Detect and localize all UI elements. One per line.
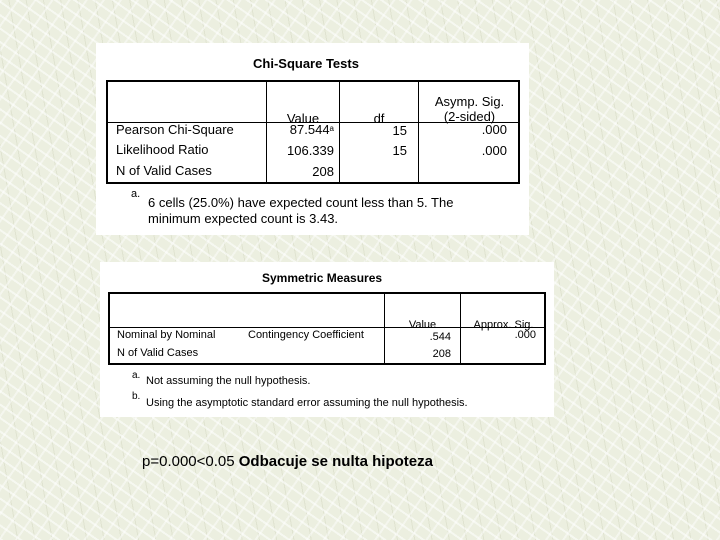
cell-value: 208 bbox=[432, 348, 451, 360]
symmetric-measures-panel bbox=[100, 262, 554, 417]
footnote-marker: a. bbox=[131, 188, 141, 200]
col-header-value: Value bbox=[286, 111, 320, 126]
cell-value: 106.339 bbox=[287, 143, 334, 158]
footnote-text: minimum expected count is 3.43. bbox=[148, 211, 339, 226]
footnote-text: 6 cells (25.0%) have expected count less than 5. The bbox=[148, 195, 454, 210]
row-label: N of Valid Cases bbox=[117, 347, 199, 359]
col-header-df: df bbox=[373, 111, 385, 126]
cell-df: 15 bbox=[392, 143, 407, 158]
conclusion-statement: Odbacuje se nulta hipoteza bbox=[238, 453, 433, 470]
col-header-value: Value bbox=[408, 319, 437, 331]
row-label: N of Valid Cases bbox=[116, 163, 212, 178]
footnote-marker: a. bbox=[132, 370, 141, 381]
cell-sig: .000 bbox=[481, 143, 507, 158]
footnote-text: Using the asymptotic standard error assuming the null hypothesis. bbox=[146, 397, 468, 409]
footnote-marker: b. bbox=[132, 391, 141, 402]
row-label: Nominal by Nominal bbox=[117, 329, 216, 341]
cell-value: 87.544$^a$ bbox=[289, 122, 334, 137]
cell-sig: .000 bbox=[514, 329, 536, 341]
p-value-expression: p=0.000<0.05 bbox=[142, 453, 235, 470]
chi-square-title: Chi-Square Tests bbox=[253, 56, 359, 71]
cell-df: 15 bbox=[392, 123, 407, 138]
cell-sig: .000 bbox=[481, 122, 507, 137]
cell-value: 208 bbox=[312, 164, 334, 179]
row-sublabel: Contingency Coefficient bbox=[248, 329, 364, 341]
col-header-asymp-sig: Asymp. Sig. bbox=[434, 94, 505, 109]
row-label: Likelihood Ratio bbox=[116, 142, 209, 157]
cell-value: .544 bbox=[429, 331, 451, 343]
conclusion-text bbox=[142, 453, 433, 470]
footnote-text: Not assuming the null hypothesis. bbox=[146, 375, 311, 387]
symmetric-measures-title: Symmetric Measures bbox=[262, 271, 383, 285]
chi-square-panel bbox=[96, 43, 529, 235]
row-label: Pearson Chi-Square bbox=[116, 122, 234, 137]
col-header-approx-sig: Approx. Sig. bbox=[473, 319, 534, 331]
col-header-two-sided: (2-sided) bbox=[443, 109, 496, 124]
superscript: a bbox=[329, 124, 334, 133]
